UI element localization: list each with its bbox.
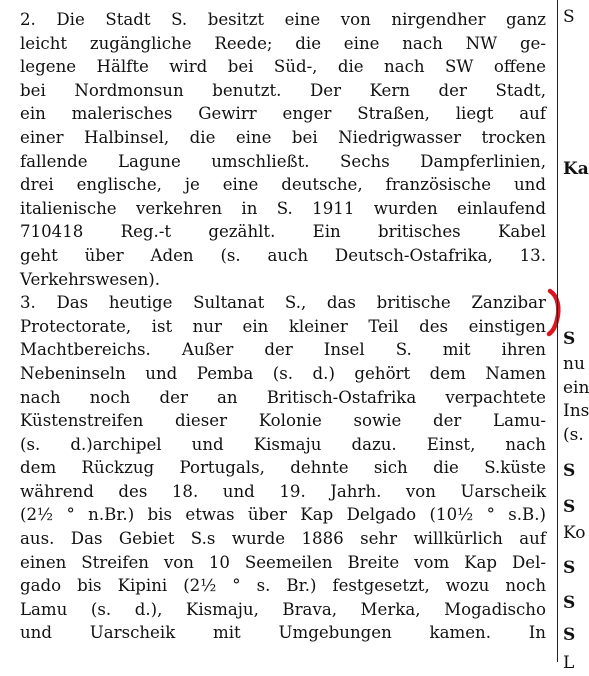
fragment-text: S bbox=[563, 558, 576, 578]
text-line: einen Streifen von 10 Seemeilen Breite vom Kap Del- bbox=[20, 552, 546, 572]
text-line: nach noch der an Britisch-Ostafrika verpachtete bbox=[20, 387, 546, 407]
text-line: drei englische, je eine deutsche, französische und bbox=[20, 175, 546, 195]
fragment-text: S bbox=[563, 497, 576, 517]
text-line: Protectorate, ist nur ein kleiner Teil des einstigen bbox=[20, 316, 546, 336]
main-text-column bbox=[20, 8, 546, 645]
text-line: leicht zugängliche Reede; die eine nach NW ge- bbox=[20, 33, 546, 53]
text-line: aus. Das Gebiet S.s wurde 1886 sehr willkürlich auf bbox=[20, 529, 546, 549]
text-line: 710418 Reg.-t gezählt. Ein britisches Kabel bbox=[20, 222, 546, 242]
text-line: Nebeninseln und Pemba (s. d.) gehört dem Namen bbox=[20, 363, 546, 383]
text-line: Machtbereichs. Außer der Insel S. mit ihren bbox=[20, 340, 546, 360]
fragment-text: Ka bbox=[563, 159, 589, 179]
text-line: und Uarscheik mit Umgebungen kamen. In bbox=[20, 623, 546, 643]
fragment-text: S bbox=[563, 625, 576, 645]
text-line: bei Nordmonsun benutzt. Der Kern der Stadt, bbox=[20, 80, 546, 100]
text-line: (2½ ° n.Br.) bis etwas über Kap Delgado (10½ ° s.B.) bbox=[20, 505, 546, 525]
fragment-text: S bbox=[563, 329, 576, 349]
red-margin-bracket bbox=[545, 288, 563, 336]
fragment-text: S bbox=[563, 461, 576, 481]
fragment-text: Ko bbox=[563, 523, 586, 543]
text-line: legene Hälfte wird bei Süd-, die nach SW offene bbox=[20, 57, 546, 77]
text-line: 3. Das heutige Sultanat S., das britische Zanzibar bbox=[20, 293, 546, 313]
adjacent-column-fragment bbox=[563, 0, 589, 673]
text-line: Verkehrswesen). bbox=[20, 269, 161, 289]
text-line: einer Halbinsel, die eine bei Niedrigwasser trocken bbox=[20, 127, 546, 147]
fragment-text: nu bbox=[563, 354, 585, 374]
text-line: geht über Aden (s. auch Deutsch-Ostafrika, 13. bbox=[20, 245, 546, 265]
fragment-text: Ins bbox=[563, 401, 589, 421]
fragment-text: S bbox=[563, 593, 576, 613]
fragment-text: L bbox=[563, 653, 575, 673]
text-line: während des 18. und 19. Jahrh. von Uarscheik bbox=[20, 481, 546, 501]
fragment-text: ein bbox=[563, 378, 589, 398]
text-line: ein malerisches Gewirr enger Straßen, liegt auf bbox=[20, 104, 546, 124]
text-line: Lamu (s. d.), Kismaju, Brava, Merka, Mogadischo bbox=[20, 599, 546, 619]
text-line: gado bis Kipini (2½ ° s. Br.) festgesetzt, wozu noch bbox=[20, 576, 546, 596]
text-line: 2. Die Stadt S. besitzt eine von nirgendher ganz bbox=[20, 10, 546, 29]
fragment-text: (s. bbox=[563, 425, 584, 445]
text-line: (s. d.)archipel und Kismaju dazu. Einst, nach bbox=[20, 434, 546, 454]
column-divider bbox=[557, 0, 558, 662]
fragment-text: S bbox=[563, 7, 575, 27]
text-line: italienische verkehren in S. 1911 wurden einlaufend bbox=[20, 198, 546, 218]
text-line: fallende Lagune umschließt. Sechs Dampferlinien, bbox=[20, 151, 546, 171]
text-line: Küstenstreifen dieser Kolonie sowie der Lamu- bbox=[20, 411, 546, 431]
text-line: dem Rückzug Portugals, dehnte sich die S.küste bbox=[20, 458, 546, 478]
